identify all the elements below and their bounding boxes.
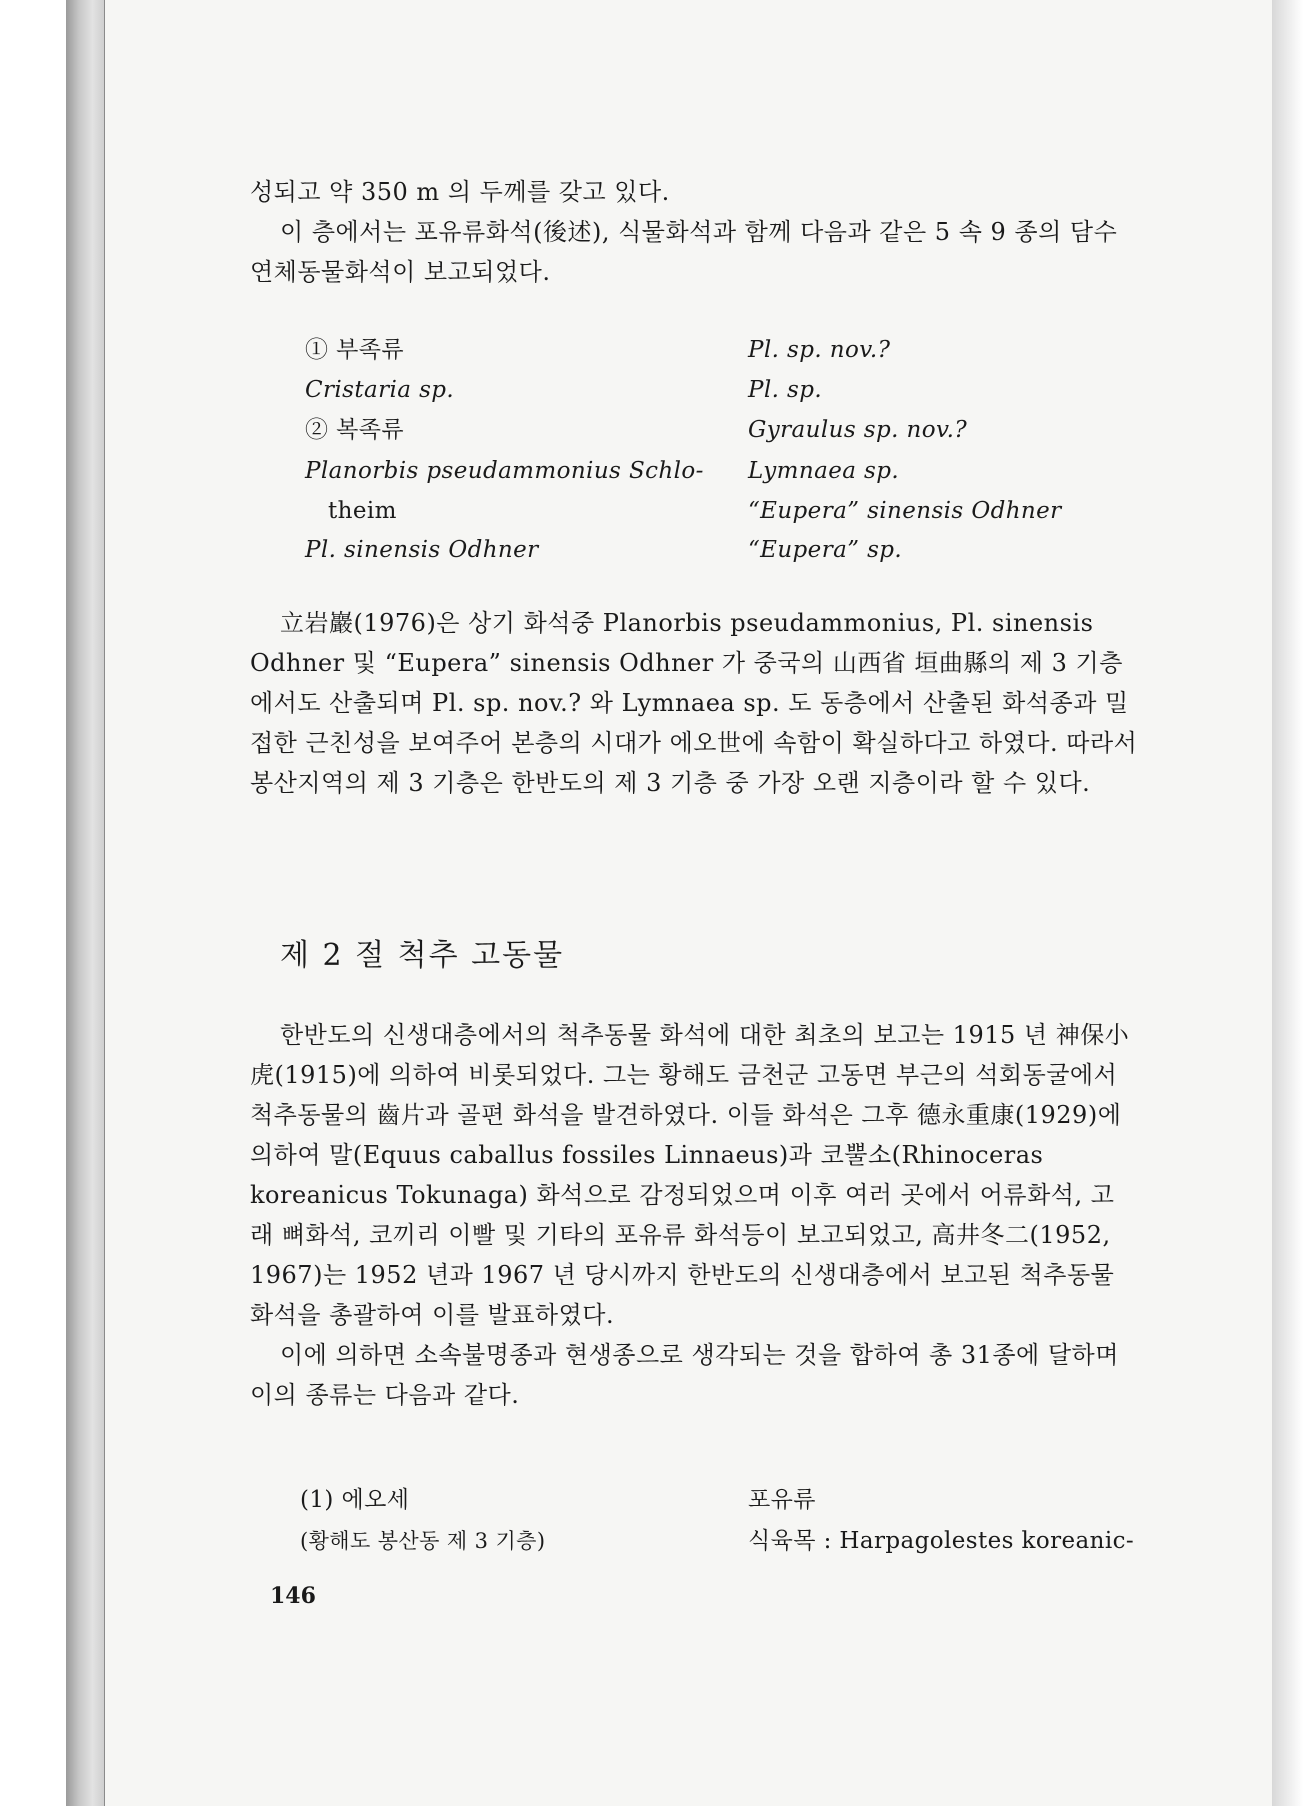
paragraph-2 [250,603,1138,803]
paragraph-text: 한반도의 신생대층에서의 척추동물 화석에 대한 최초의 보고는 1915 년 神保小虎(1915)에 의하여 비롯되었다. 그는 황해도 금천군 고동면 부근의 석회동굴에서 척추동물의 齒片과 골편 화석을 발견하였다. 이들 화석은 그후 德永重康(1929)에 의하여 말(Equus caballus fossiles Linnaeus)과 코뿔소(Rhinoceras koreanicus Tokunaga) 화석으로 감정되었으며 이후 여러 곳에서 어류화석, 고래 뼈화석, 코끼리 이빨 및 기타의 포유류 화석등이 보고되었고, 高井冬二(1952, 1967)는 1952 년과 1967 년 당시까지 한반도의 신생대층에서 보고된 척추동물 화석을 총괄하여 이를 발표하였다. [250,1021,1130,1329]
list-item: ① 부족류 [305,337,404,363]
order-entry: 식육목 : Harpagolestes koreanic- [748,1528,1135,1554]
page-number: 146 [270,1583,316,1609]
class-heading: 포유류 [748,1487,816,1513]
intro-paragraph: 이 층에서는 포유류화석(後述), 식물화석과 함께 다음과 같은 5 속 9 종의 담수연체동물화석이 보고되었다. [250,218,1118,286]
section-title: 제 2 절 척추 고동물 [280,938,565,973]
locality-note: (황해도 봉산동 제 3 기층) [300,1529,546,1553]
epoch-heading: (1) 에오세 [300,1487,410,1513]
list-item: Pl. sp. nov.? [748,337,891,363]
list-item: Gyraulus sp. nov.? [748,417,968,443]
list-item: ② 복족류 [305,417,404,443]
intro-block [250,172,1138,292]
list-item: Lymnaea sp. [748,458,900,484]
list-item: Cristaria sp. [305,377,455,403]
page-shadow [1272,0,1303,1806]
book-spine-edge [66,0,104,1806]
paragraph-text: 이에 의하면 소속불명종과 현생종으로 생각되는 것을 합하여 총 31종에 달하며 이의 종류는 다음과 같다. [250,1341,1119,1409]
list-item: “Eupera” sinensis Odhner [748,498,1062,524]
list-item: “Eupera” sp. [748,537,903,563]
paragraph-text: 立岩巖(1976)은 상기 화석중 Planorbis pseudammonius, Pl. sinensis Odhner 및 “Eupera” sinensis Odhner 가 중국의 山西省 垣曲縣의 제 3 기층에서도 산출되며 Pl. sp. nov.? 와 Lymnaea sp. 도 동층에서 산출된 화석종과 밀접한 근친성을 보여주어 본층의 시대가 에오世에 속함이 확실하다고 하였다. 따라서 봉산지역의 제 3 기층은 한반도의 제 3 기층 중 가장 오랜 지층이라 할 수 있다. [250,609,1138,797]
list-item: theim [328,498,397,524]
list-item: Pl. sp. [748,377,823,403]
paragraph-3 [250,1015,1138,1415]
list-item: Planorbis pseudammonius Schlo- [305,458,704,484]
intro-line: 성되고 약 350 m 의 두께를 갖고 있다. [250,178,670,206]
list-item: Pl. sinensis Odhner [305,537,539,563]
